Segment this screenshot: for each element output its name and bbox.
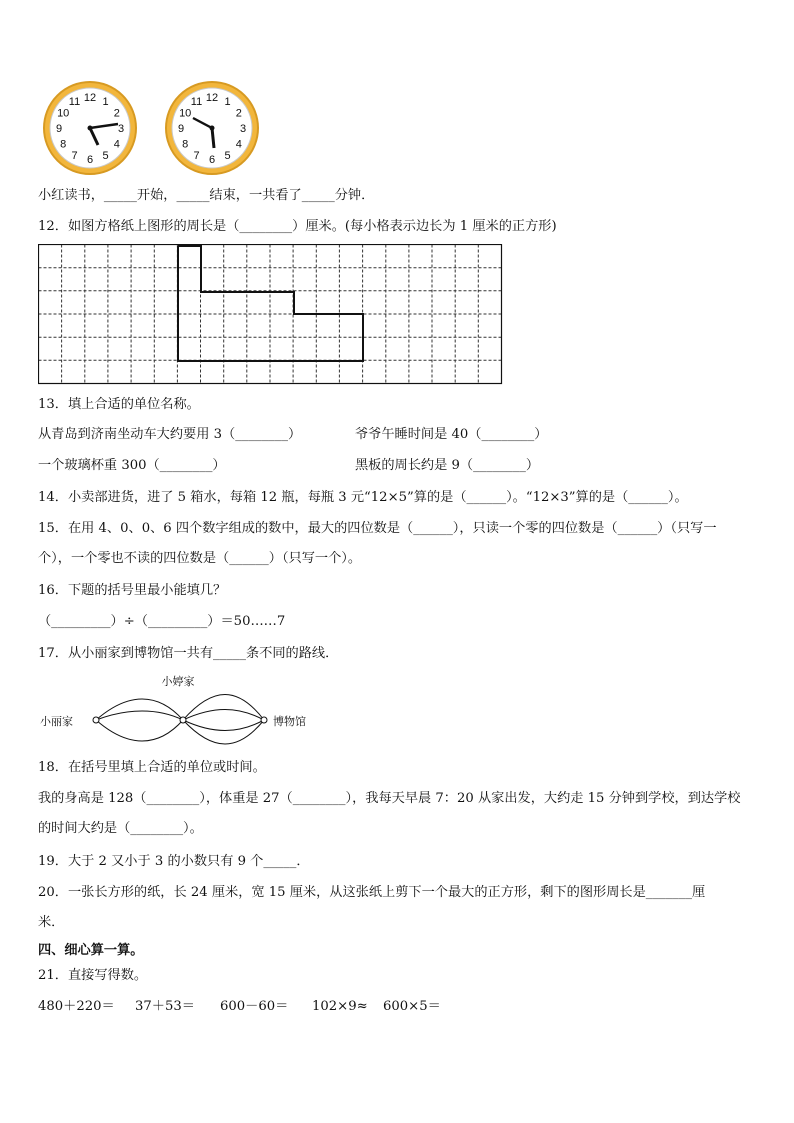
clock-number: 2 xyxy=(235,107,242,120)
q20-line2: 米． xyxy=(38,915,65,930)
clock-number: 8 xyxy=(182,138,189,151)
q13-item-2: 爷爷午睡时间是 40（________） xyxy=(355,427,548,442)
node-xiaoli xyxy=(93,717,99,723)
clock-number: 8 xyxy=(60,138,67,151)
q15-line1: 15．在用 4、0、0、6 四个数字组成的数中，最大的四位数是（______），只读一个零的四位数是（______）（只写一 xyxy=(38,521,717,536)
clock-right xyxy=(162,78,262,178)
q13-item-4: 黑板的周长约是 9（________） xyxy=(355,458,540,473)
route-right-middle-lower xyxy=(183,720,264,731)
q16-title: 16．下题的括号里最小能填几？ xyxy=(38,583,227,598)
clock-right-hour-hand xyxy=(212,128,214,148)
q13-item-1: 从青岛到济南坐动车大约要用 3（________） xyxy=(38,427,302,442)
clock-number: 10 xyxy=(179,107,192,120)
q21-expr-1: 480＋220＝ xyxy=(38,999,115,1014)
clock-number: 5 xyxy=(102,149,109,162)
clock-number: 5 xyxy=(224,149,231,162)
route-label-left: 小丽家 xyxy=(40,715,73,728)
q17-text: 17．从小丽家到博物馆一共有_____条不同的路线． xyxy=(38,646,339,661)
clock-number: 1 xyxy=(224,96,231,109)
q19-text: 19．大于 2 又小于 3 的小数只有 9 个_____． xyxy=(38,854,310,869)
route-diagram xyxy=(38,668,314,750)
section4-title: 四、细心算一算。 xyxy=(38,943,144,958)
clock-number: 9 xyxy=(177,123,185,135)
q20-line1: 20．一张长方形的纸，长 24 厘米，宽 15 厘米，从这张纸上剪下一个最大的正方形，剩下的图形周长是_______厘 xyxy=(38,885,706,900)
clock-number: 7 xyxy=(71,149,78,162)
q16-equation: （_________）÷（_________）＝50……7 xyxy=(38,614,286,629)
q21-title: 21．直接写得数。 xyxy=(38,968,148,983)
clock-number: 7 xyxy=(193,149,200,162)
route-right-lower xyxy=(183,720,264,744)
grid-paper xyxy=(38,244,504,386)
q21-expr-4: 102×9≈ xyxy=(312,999,368,1014)
q18-title: 18．在括号里填上合适的单位或时间。 xyxy=(38,760,266,775)
clock-number: 10 xyxy=(57,107,70,120)
q18-line2: 的时间大约是（________）。 xyxy=(38,821,203,836)
route-label-right: 博物馆 xyxy=(273,715,306,728)
clock-number: 9 xyxy=(55,123,63,135)
clock-number: 3 xyxy=(117,123,125,135)
q13-title: 13．填上合适的单位名称。 xyxy=(38,397,200,412)
q15-line2: 个），一个零也不读的四位数是（______）（只写一个）。 xyxy=(38,551,362,566)
clock-left xyxy=(40,78,140,178)
clock-number: 12 xyxy=(83,92,97,104)
clock-number: 1 xyxy=(102,96,109,109)
node-xiaoting xyxy=(180,717,186,723)
node-museum xyxy=(261,717,267,723)
route-left-lower xyxy=(96,720,183,741)
clock-number: 11 xyxy=(190,96,203,109)
route-right-middle-upper xyxy=(183,710,264,721)
q11-text: 小红读书，_____开始，_____结束，一共看了_____分钟． xyxy=(38,188,375,203)
clock-number: 2 xyxy=(113,107,120,120)
clock-number: 12 xyxy=(205,92,219,104)
q14-text: 14．小卖部进货，进了 5 箱水，每箱 12 瓶，每瓶 3 元“12×5”算的是（______）。“12×3”算的是（______）。 xyxy=(38,490,688,505)
clock-number: 4 xyxy=(235,138,242,151)
route-left-upper xyxy=(96,699,183,720)
grid-shape xyxy=(178,246,363,361)
q21-expr-2: 37＋53＝ xyxy=(135,999,195,1014)
clock-number: 4 xyxy=(113,138,120,151)
q21-expr-5: 600×5＝ xyxy=(383,999,441,1014)
route-left-middle xyxy=(96,711,183,720)
q12-text: 12．如图方格纸上图形的周长是（________）厘米。(每小格表示边长为 1 厘米的正方形) xyxy=(38,219,557,234)
clock-number: 11 xyxy=(68,96,81,109)
q18-line1: 我的身高是 128（________），体重是 27（________），我每天早晨 7：20 从家出发，大约走 15 分钟到学校，到达学校 xyxy=(38,791,741,806)
clock-number: 3 xyxy=(239,123,247,135)
route-right-upper xyxy=(183,695,264,721)
q13-item-3: 一个玻璃杯重 300（________） xyxy=(38,458,226,473)
route-label-middle: 小婷家 xyxy=(161,675,195,688)
clock-number: 6 xyxy=(208,154,216,166)
q21-expr-3: 600－60＝ xyxy=(220,999,289,1014)
clock-number: 6 xyxy=(86,154,94,166)
